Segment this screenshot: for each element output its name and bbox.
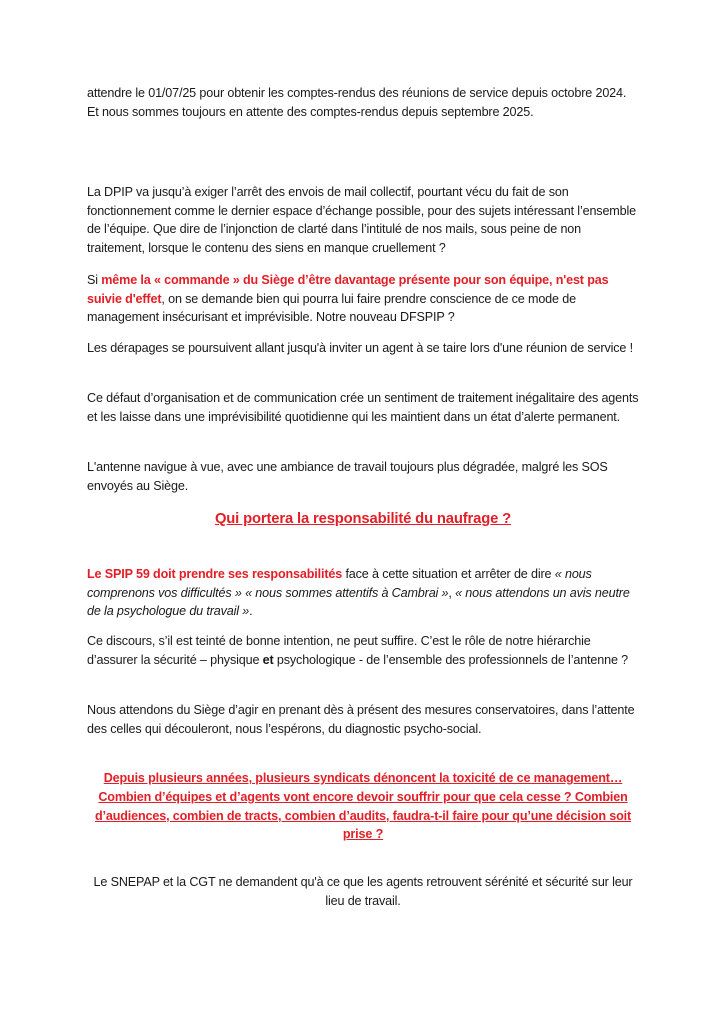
highlighted-text: Le SPIP 59 doit prendre ses responsabilités: [87, 567, 343, 581]
quote-2: « nous sommes attentifs à Cambrai »: [245, 585, 449, 600]
text-start: Si: [87, 273, 102, 287]
text-end: .: [249, 604, 253, 619]
quote-1: « nous comprenons vos difficultés »: [87, 567, 592, 600]
paragraph-antenne: L'antenne navigue à vue, avec une ambiance de travail toujours plus dégradée, malgré les SOS envoyés au Siège.: [87, 460, 608, 493]
bold-text: et: [262, 652, 274, 667]
paragraph-reports-delay: attendre le 01/07/25 pour obtenir les comptes-rendus des réunions de service depuis octobre 2024. Et nous sommes toujours en attente des comptes-rendus depuis septembre 2025.: [87, 86, 627, 119]
text-end: , on se demande bien qui pourra lui faire prendre conscience de ce mode de management insécurisant et imprévisible. Notre nouveau DFSPIP ?: [87, 291, 576, 325]
section-heading: Qui portera la responsabilité du naufrage ?: [214, 511, 512, 527]
text-start: Ce discours, s’il est teinté de bonne intention, ne peut suffire. C’est le rôle de notre hiérarchie d’assurer la sécurité – physique: [87, 634, 591, 667]
paragraph-organisation: Ce défaut d’organisation et de communication crée un sentiment de traitement inégalitaire des agents et les laisse dans une imprévisibilité quotidienne qui les maintient dans un état d’alerte permanent.: [87, 391, 639, 424]
paragraph-mesures: Nous attendons du Siège d’agir en prenant dès à présent des mesures conservatoires, dans l’attente des celles qui découleront, nous l’espérons, du diagnostic psycho-social.: [87, 703, 635, 736]
highlighted-text: même la « commande » du Siège d’être davantage présente pour son équipe, n'est pas suivie d'effet: [87, 273, 609, 306]
paragraph-derapages: Les dérapages se poursuivent allant jusqu'à inviter un agent à se taire lors d'une réunion de service !: [87, 341, 633, 355]
closing-statement: Le SNEPAP et la CGT ne demandent qu'à ce que les agents retrouvent sérénité et sécurité sur leur lieu de travail.: [93, 875, 633, 908]
separator-2: ,: [448, 585, 456, 600]
text-mid: face à cette situation et arrêter de dire: [342, 567, 555, 581]
paragraph-siege-command: [87, 271, 639, 327]
red-callout-block: Depuis plusieurs années, plusieurs syndicats dénoncent la toxicité de ce management… Combien d’équipes et d’agents vont encore devoir souffrir pour que cela cesse ? Combien d’audiences, combien de tracts, combien d’audits, faudra-t-il faire pour qu’une décision soit prise ?: [94, 771, 632, 842]
paragraph-collective-mail: La DPIP va jusqu’à exiger l’arrêt des envois de mail collectif, pourtant vécu du fait de son fonctionnement comme le dernier espace d’échange possible, pour des sujets intéressant l’ensemble de l’équipe. Que dire de l’injonction de clarté dans l’intitulé de nos mails, sous peine de non traitement, lorsque le contenu des siens en manque cruellement ?: [87, 185, 636, 255]
quote-3: « nous attendons un avis neutre de la psychologue du travail »: [87, 585, 630, 619]
paragraph-discours: [87, 632, 639, 669]
text-end: psychologique - de l’ensemble des professionnels de l’antenne ?: [273, 652, 629, 667]
paragraph-spip59: [87, 565, 639, 621]
